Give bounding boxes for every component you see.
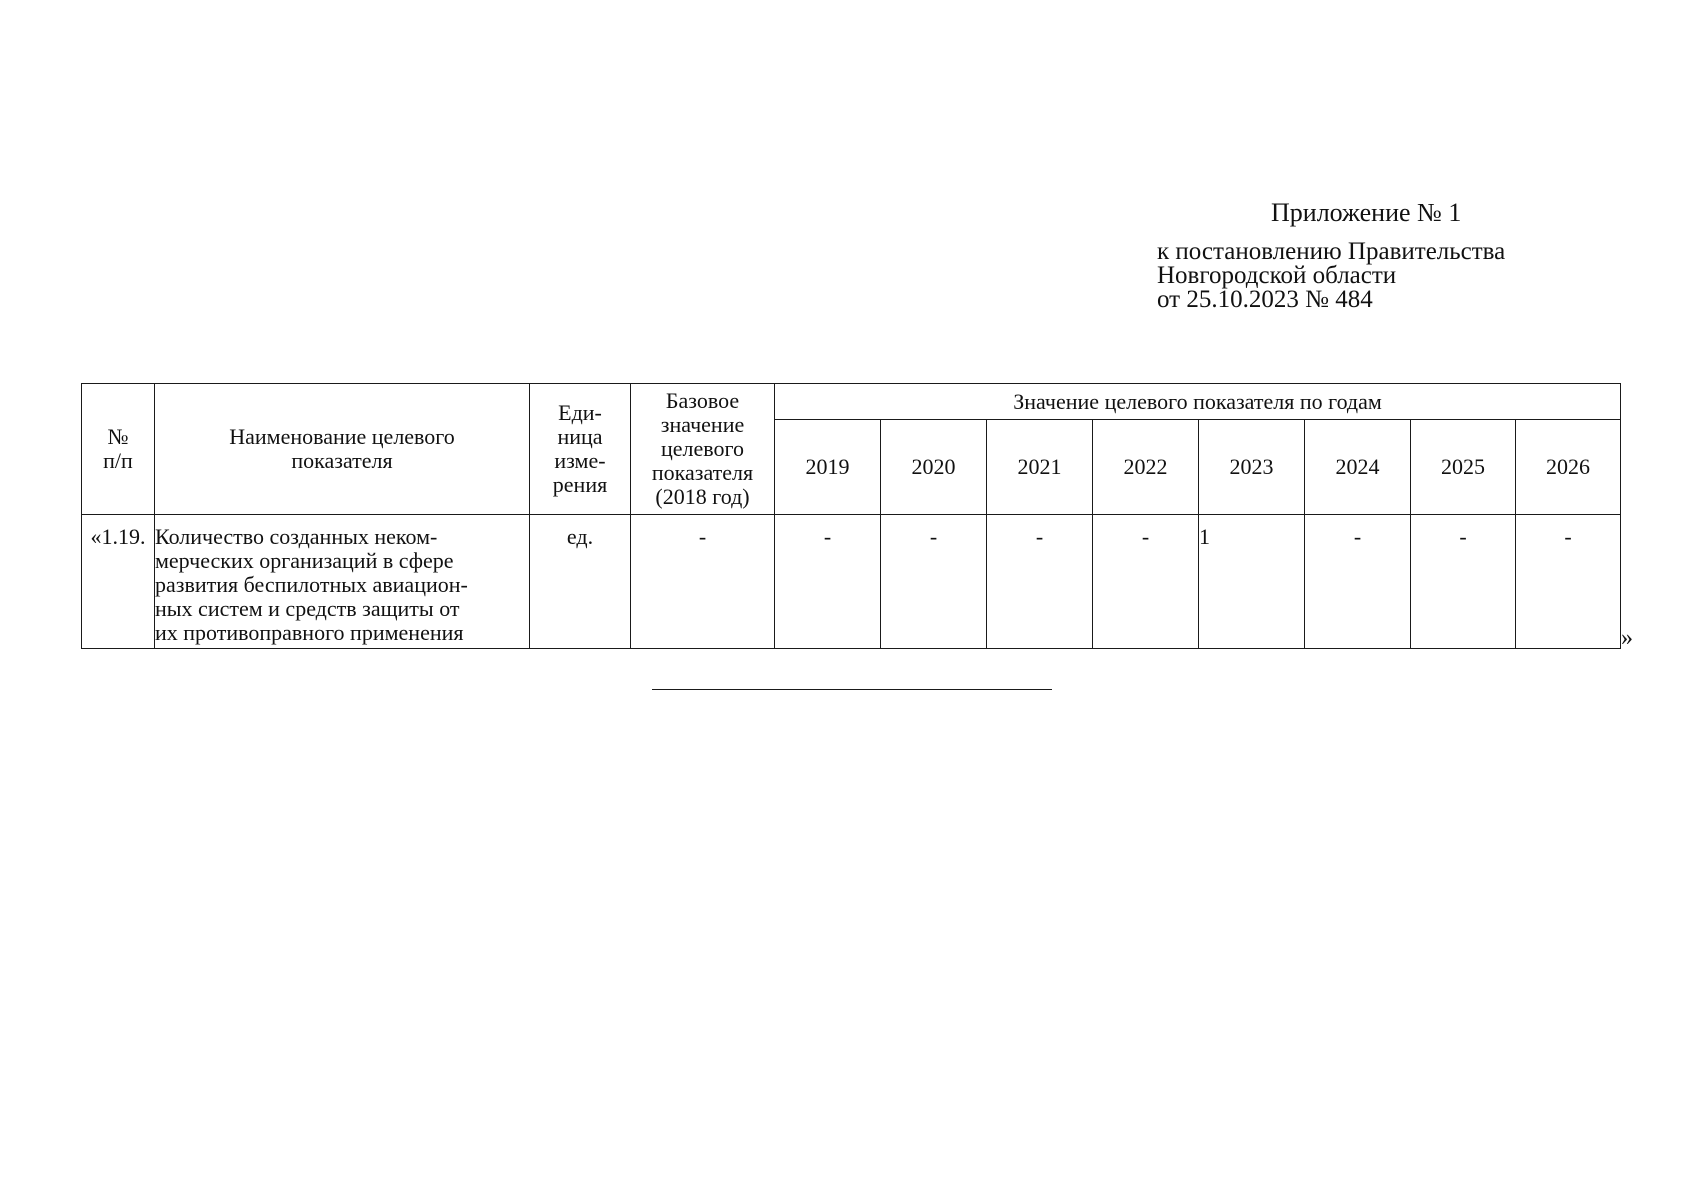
header-year: 2019 <box>775 420 881 515</box>
header-name: Наименование целевого показателя <box>155 384 530 515</box>
table-row <box>82 515 1621 649</box>
row-value-2021: - <box>987 515 1093 649</box>
divider-line <box>652 689 1052 690</box>
header-years-group: Значение целевого показателя по годам <box>775 384 1621 420</box>
attachment-title: Приложение № 1 <box>1271 198 1462 227</box>
header-year: 2022 <box>1093 420 1199 515</box>
table-header-row <box>82 384 1621 420</box>
header-year: 2025 <box>1411 420 1516 515</box>
header-year: 2020 <box>881 420 987 515</box>
closing-quote: » <box>1621 625 1633 651</box>
row-unit: ед. <box>530 515 631 649</box>
header-year: 2024 <box>1305 420 1411 515</box>
row-indicator-name: Количество созданных неком- мерческих организаций в сфере развития беспилотных авиацион- ных систем и средств защиты от их противоправного применения <box>155 515 530 649</box>
attachment-header <box>1157 200 1577 312</box>
row-base-value: - <box>631 515 775 649</box>
row-value-2023: 1 <box>1199 515 1305 649</box>
header-unit: Еди- ница изме- рения <box>530 384 631 515</box>
row-value-2025: - <box>1411 515 1516 649</box>
header-year: 2026 <box>1516 420 1621 515</box>
attachment-line-date: от 25.10.2023 № 484 <box>1157 286 1373 313</box>
row-value-2022: - <box>1093 515 1199 649</box>
row-value-2024: - <box>1305 515 1411 649</box>
attachment-line-resolution: к постановлению Правительства <box>1157 238 1506 265</box>
attachment-line-region: Новгородской области <box>1157 262 1397 289</box>
indicators-table <box>81 383 1621 649</box>
header-year: 2021 <box>987 420 1093 515</box>
header-base-value: Базовое значение целевого показателя (2018 год) <box>631 384 775 515</box>
row-value-2020: - <box>881 515 987 649</box>
header-year: 2023 <box>1199 420 1305 515</box>
row-value-2026: - <box>1516 515 1621 649</box>
row-num: «1.19. <box>82 515 155 649</box>
header-num: № п/п <box>82 384 155 515</box>
row-value-2019: - <box>775 515 881 649</box>
